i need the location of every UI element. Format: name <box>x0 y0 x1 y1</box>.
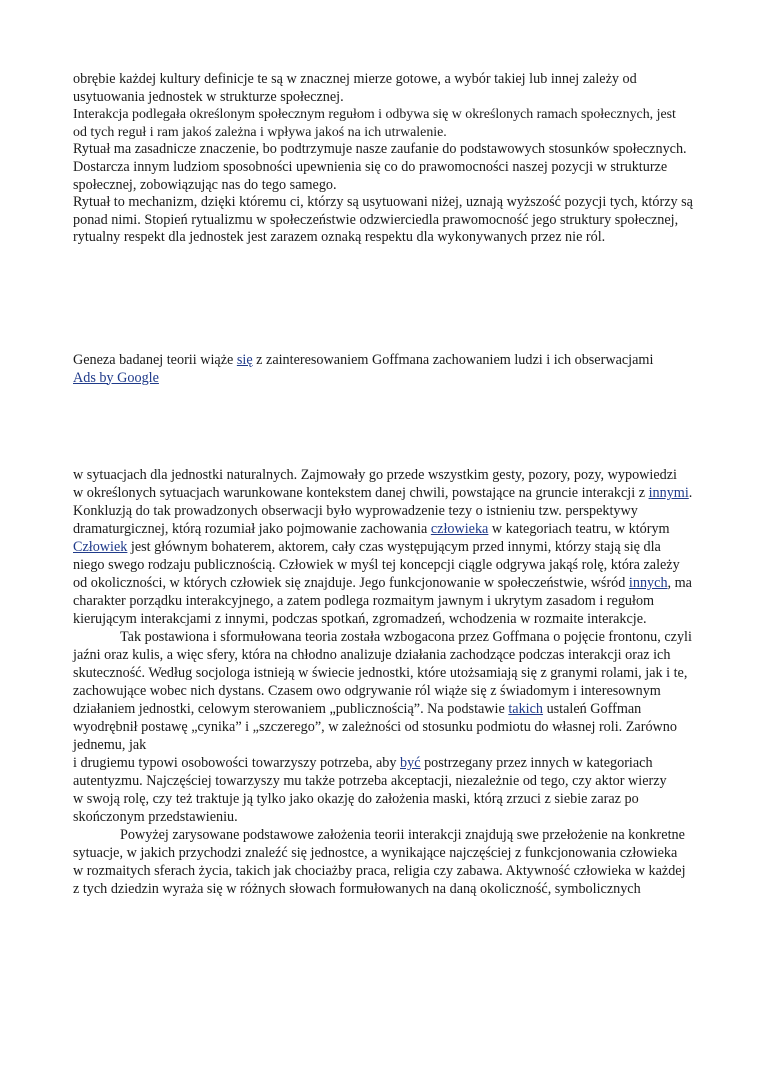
text-line: w sytuacjach dla jednostki naturalnych. Zajmowały go przede wszystkim gesty, pozory, pozy, wypowiedzi <box>73 467 677 484</box>
text-span: jest głównym bohaterem, aktorem, cały czas występującym przed innymi, którzy stają się dla niego swego rodzaju publicznością. Człowiek w myśl tej koncepcji ciągle odgrywa jakąś rolę, która zależy od okoliczności, w których człowiek się znajduje. Jego funkcjonowanie w społeczeństwie, wśród <box>73 539 680 592</box>
paragraph <box>73 862 693 898</box>
ad-text-before: Geneza badanej teorii wiąże <box>73 351 237 368</box>
document-page <box>73 71 693 898</box>
paragraph: Rytuał ma zasadnicze znaczenie, bo podtrzymuje nasze zaufanie do podstawowych stosunków społecznych. Dostarcza innym ludziom sposobności upewnienia się co do prawomocności naszej pozycji w strukturze społecznej, zobowiązując nas do tego samego. <box>73 141 687 193</box>
blank-gap <box>73 247 693 352</box>
paragraph <box>73 628 693 754</box>
inline-link[interactable]: Człowiek <box>73 539 128 556</box>
text-span: w określonych sytuacjach warunkowane kontekstem danej chwili, powstające na gruncie interakcji z <box>73 485 649 502</box>
paragraph: obrębie każdej kultury definicje te są w znacznej mierze gotowe, a wybór takiej lub innej zależy od usytuowania jednostek w strukturze społecznej. <box>73 71 637 105</box>
text-span: . Konkluzją do tak prowadzonych obserwacji było wyprowadzenie tezy o istnieniu tzw. perspektywy dramaturgicznej, którą rozumiał jako pojmowanie zachowania <box>73 485 693 538</box>
text-span: ustaleń Goffman wyodrębnił postawę „cynika” i „szczerego”, w zależności od stosunku podmiotu do własnej roli. Zarówno jednemu, jak <box>73 701 677 754</box>
blank-gap <box>73 387 693 436</box>
inline-link[interactable]: innych <box>628 575 668 592</box>
top-text-block <box>73 71 693 247</box>
inline-link[interactable]: człowieka <box>430 521 489 538</box>
ad-text-after: z zainteresowaniem Goffmana zachowaniem ludzi i ich obserwacjami <box>252 351 654 368</box>
bottom-text-block <box>73 466 693 898</box>
inline-link[interactable]: innymi <box>648 485 689 502</box>
paragraph <box>73 466 693 628</box>
text-span: postrzegany przez innych w kategoriach autentyzmu. Najczęściej towarzyszy mu także potrzeba akceptacji, niezależnie od tego, czy aktor wierzy <box>73 755 667 790</box>
text-line: w rozmaitych sferach życia, takich jak chociażby praca, religia czy zabawa. Aktywność człowieka w każdej <box>73 863 686 880</box>
text-line: z tych dziedzin wyraża się w różnych słowach formułowanych na daną okoliczność, symbolicznych <box>73 881 641 898</box>
paragraph <box>73 826 693 862</box>
ads-by-google-link[interactable]: Ads by Google <box>73 369 159 386</box>
ads-by-google-line <box>73 370 693 388</box>
text-span: i drugiemu typowi osobowości towarzyszy potrzeba, aby <box>73 755 401 772</box>
ad-text <box>73 352 693 370</box>
inline-link[interactable]: się <box>236 351 253 368</box>
paragraph: Rytuał to mechanizm, dzięki któremu ci, którzy są usytuowani niżej, uznają wyższość pozycji tych, którzy są ponad nimi. Stopień rytualizmu w społeczeństwie odzwierciedla prawomocność jego struktury społecznej, rytualny respekt dla jednostek jest zarazem oznaką respektu dla wykonywanych przez nie ról. <box>73 194 693 246</box>
inline-link[interactable]: być <box>400 755 421 772</box>
paragraph <box>73 754 693 826</box>
text-span: w kategoriach teatru, w którym <box>488 521 670 538</box>
text-span: Powyżej zarysowane podstawowe założenia teorii interakcji znajdują swe przełożenie na konkretne sytuacje, w jakich przychodzi znaleźć się jednostce, a wynikające najczęściej z funkcjonowania człowieka <box>73 827 685 862</box>
text-span: , ma charakter porządku interakcyjnego, a zatem podlega rozmaitym jawnym i ukrytym zasadom i regułom kierującym interakcjami z innymi, podczas spotkań, zgromadzeń, wchodzenia w rozmaite interakcje. <box>73 575 692 628</box>
text-line: w swoją rolę, czy też traktuje ją tylko jako okazję do założenia maski, którą zrzuci z siebie zaraz po skończonym przedstawieniu. <box>73 791 639 826</box>
inline-link[interactable]: takich <box>508 701 544 718</box>
ad-block <box>73 352 693 387</box>
paragraph: Interakcja podlegała określonym społecznym regułom i odbywa się w określonych ramach społecznych, jest od tych reguł i ram jakoś zależna i wpływa jakoś na ich utrwalenie. <box>73 107 676 140</box>
text-span: Tak postawiona i sformułowana teoria została wzbogacona przez Goffmana o pojęcie frontonu, czyli jaźni oraz kulis, a więc sfery, która na chłodno analizuje działania zachodzące podczas interakcji oraz ich skuteczność. Według socjologa istnieją w świecie jednostki, które utożsamiają się z granymi rolami, jak i te, zachowujące wobec nich dystans. Czasem owo odgrywanie ról wiąże się z świadomym i interesownym działaniem jednostki, celowym sterowaniem „publicznością”. Na podstawie <box>73 629 692 718</box>
